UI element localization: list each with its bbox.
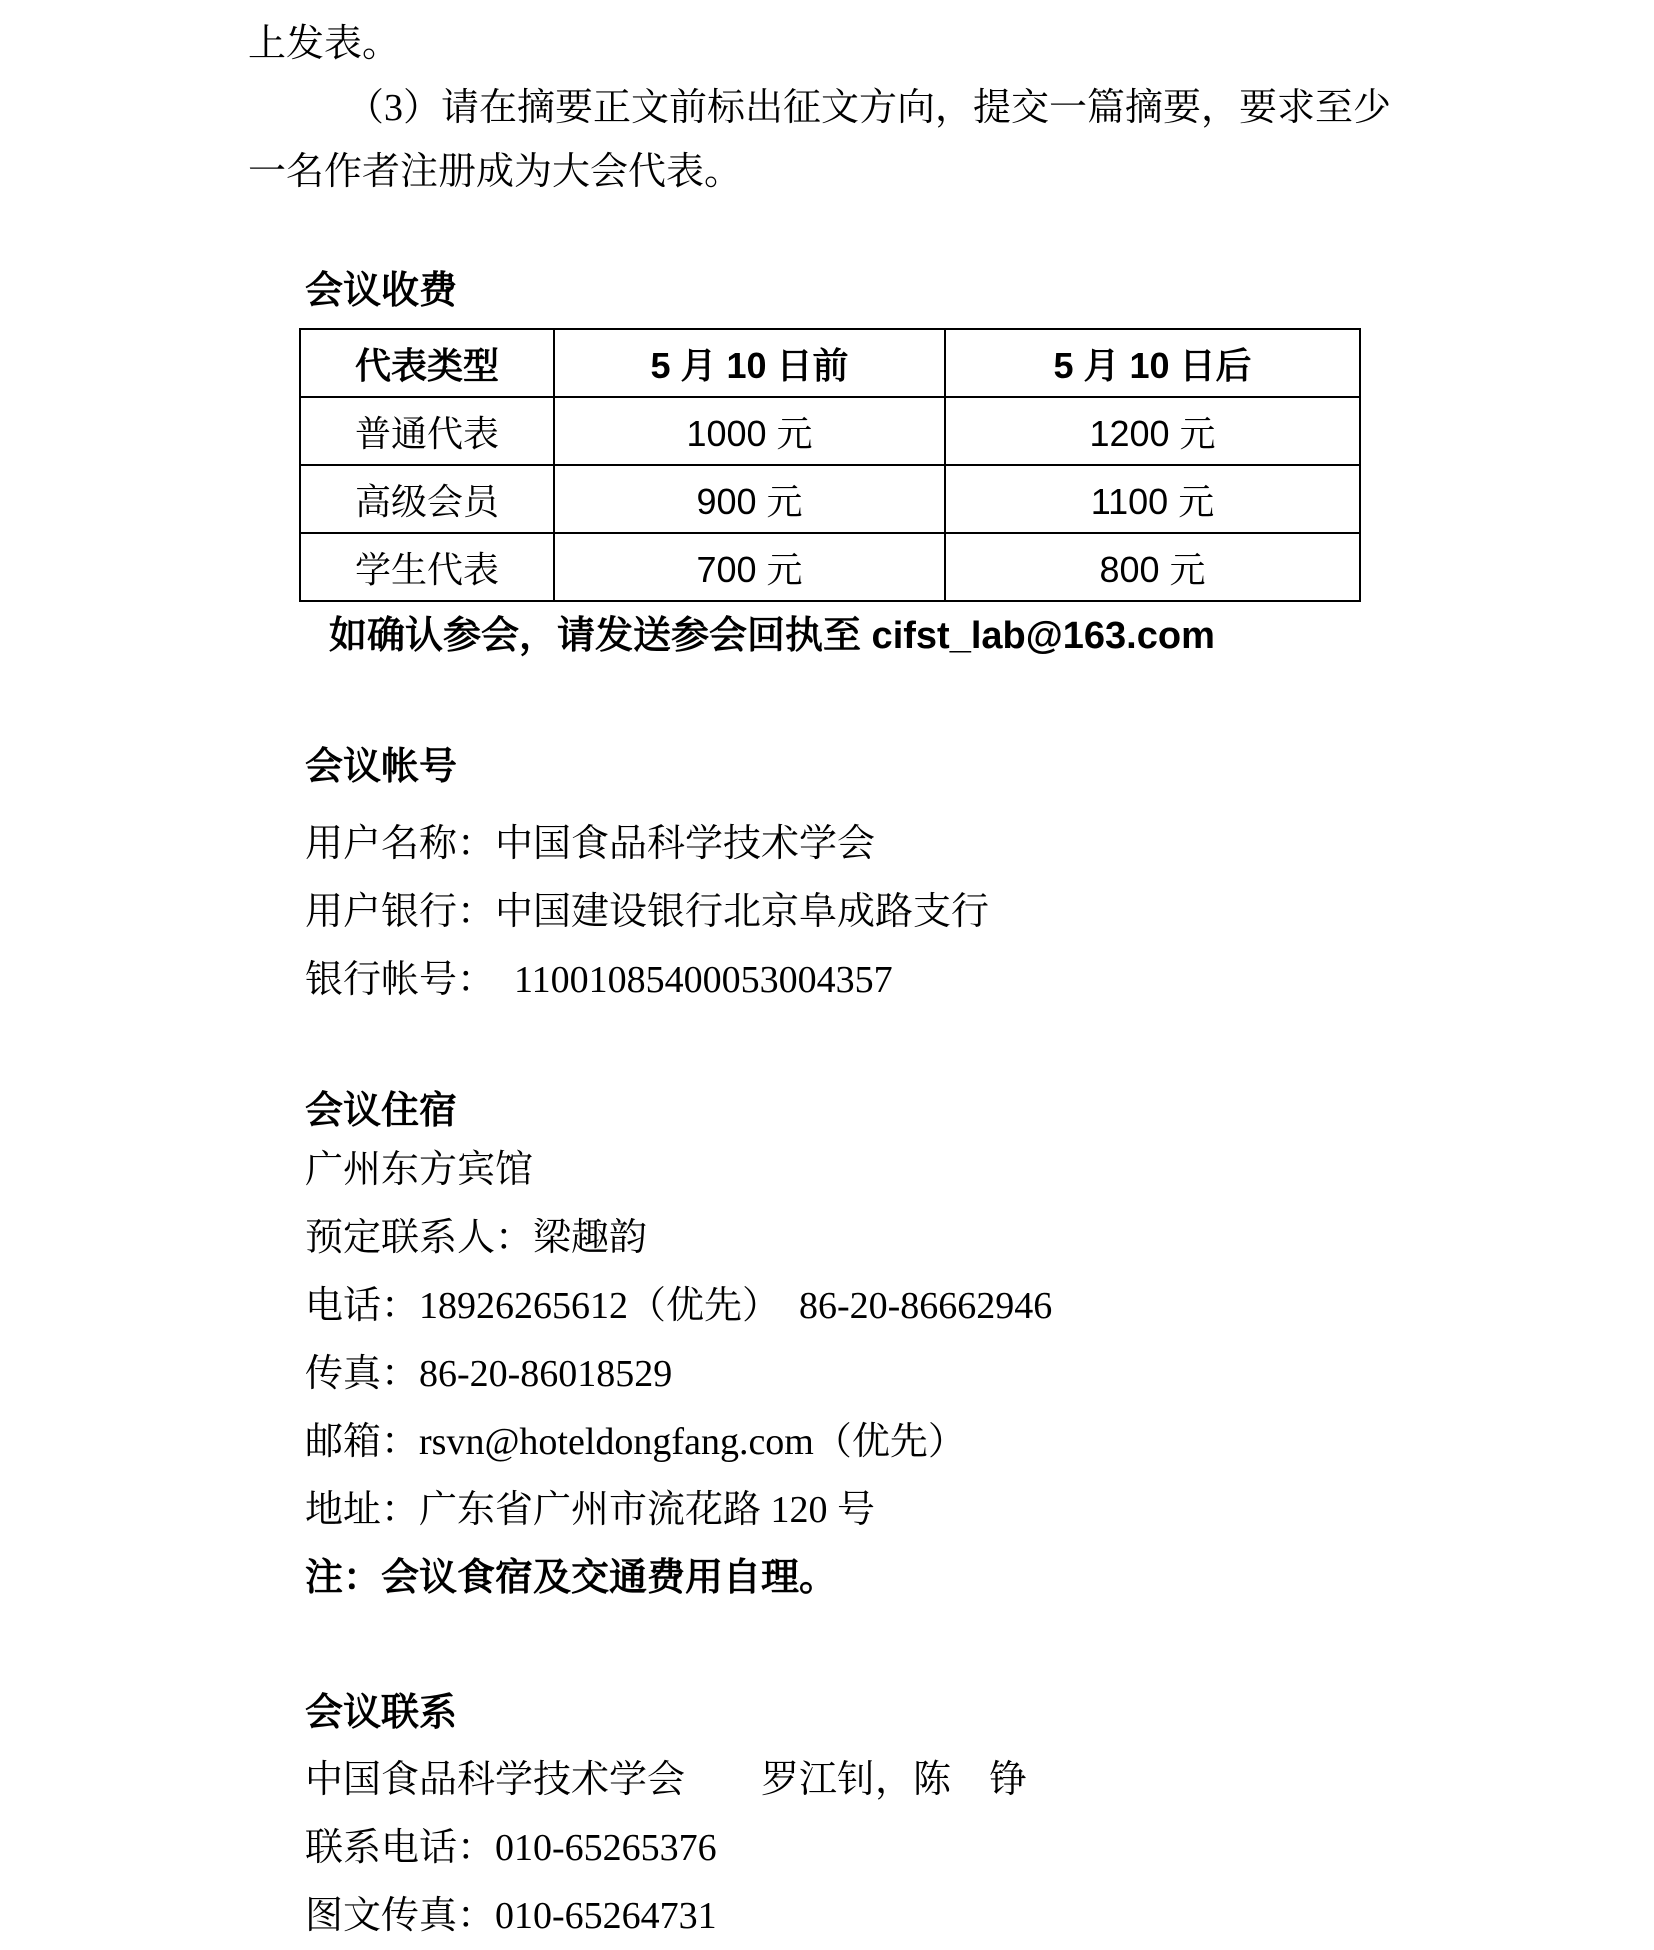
hotel-address-line: 地址：广东省广州市流花路 120 号	[305, 1489, 876, 1531]
contact-fax-line: 图文传真：010-65264731	[305, 1895, 717, 1937]
fee-table-header-after-date: 5 月 10 日后	[945, 329, 1360, 397]
fee-cell-type: 学生代表	[300, 533, 554, 601]
hotel-fax-line: 传真：86-20-86018529	[305, 1353, 673, 1395]
fee-cell-early: 1000 元	[554, 397, 945, 465]
contact-organization-line: 中国食品科学技术学会 罗江钊，陈 铮	[305, 1759, 1028, 1801]
hotel-section-heading: 会议住宿	[305, 1090, 458, 1132]
fee-table-header-before-date: 5 月 10 日前	[554, 329, 945, 397]
fee-cell-early: 900 元	[554, 465, 945, 533]
intro-line-3: 一名作者注册成为大会代表。	[248, 151, 743, 193]
fee-table-header-delegate-type: 代表类型	[300, 329, 554, 397]
fee-table-row	[300, 397, 1360, 465]
fees-section-heading: 会议收费	[305, 270, 458, 312]
fee-table-row	[300, 465, 1360, 533]
account-section-heading: 会议帐号	[305, 746, 458, 788]
fee-table-row	[300, 533, 1360, 601]
intro-line-2: （3）请在摘要正文前标出征文方向，提交一篇摘要，要求至少	[346, 87, 1392, 129]
account-bank-line: 用户银行：中国建设银行北京阜成路支行	[305, 891, 990, 933]
fee-table	[299, 328, 1361, 602]
fee-cell-late: 1200 元	[945, 397, 1360, 465]
contact-phone-line: 联系电话：010-65265376	[305, 1827, 717, 1869]
expenses-self-pay-note: 注：会议食宿及交通费用自理。	[305, 1557, 838, 1599]
fee-table-header-row	[300, 329, 1360, 397]
contact-section-heading: 会议联系	[305, 1692, 458, 1734]
hotel-booking-contact-line: 预定联系人：梁趣韵	[305, 1217, 648, 1259]
hotel-name-line: 广州东方宾馆	[305, 1149, 534, 1191]
fee-cell-late: 1100 元	[945, 465, 1360, 533]
fee-cell-type: 高级会员	[300, 465, 554, 533]
account-holder-name-line: 用户名称：中国食品科学技术学会	[305, 823, 876, 865]
hotel-email-line: 邮箱：rsvn@hoteldongfang.com（优先）	[305, 1421, 966, 1463]
fee-cell-early: 700 元	[554, 533, 945, 601]
fee-cell-late: 800 元	[945, 533, 1360, 601]
fee-cell-type: 普通代表	[300, 397, 554, 465]
intro-line-1: 上发表。	[248, 23, 401, 65]
account-number-line: 银行帐号： 11001085400053004357	[305, 959, 893, 1001]
hotel-phone-line: 电话：18926265612（优先） 86-20-86662946	[305, 1285, 1053, 1327]
confirm-attendance-note: 如确认参会，请发送参会回执至 cifst_lab@163.com	[329, 615, 1215, 657]
